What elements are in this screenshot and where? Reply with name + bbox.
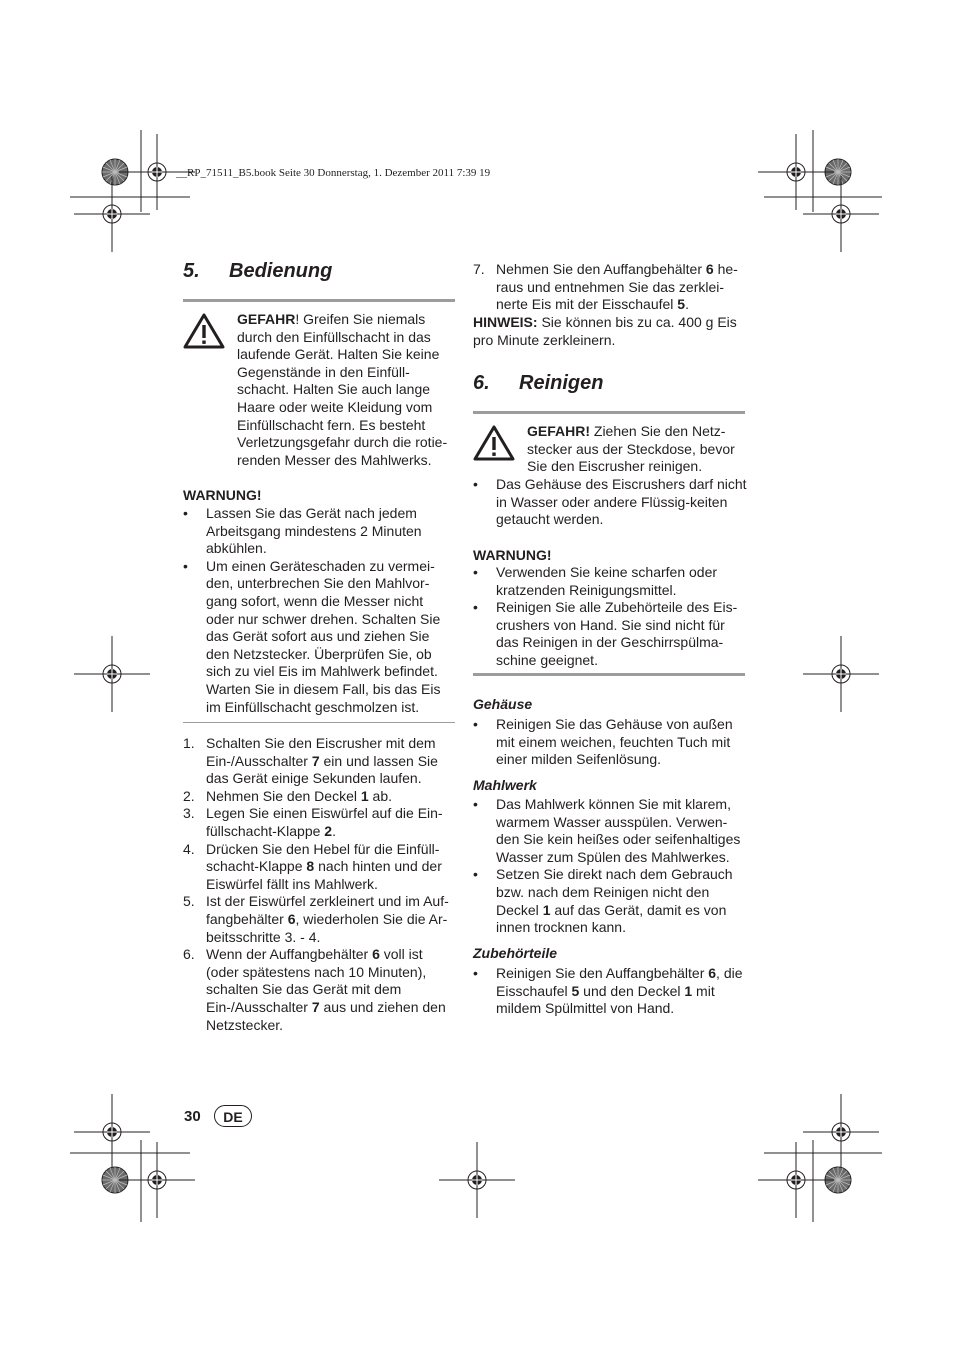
list-item: • Lassen Sie das Gerät nach jedem Arbeitsgang mindestens 2 Minuten abkühlen.	[183, 505, 422, 557]
list-item: • Verwenden Sie keine scharfen oder kratzenden Reinigungsmittel.	[473, 564, 718, 598]
section-6-number: 6.	[473, 372, 490, 394]
warning-label: WARNUNG!	[183, 487, 262, 503]
divider	[473, 673, 745, 676]
section-6-rule	[473, 411, 745, 414]
section-5-title: Bedienung	[229, 260, 333, 282]
danger-label: GEFAHR!	[527, 423, 590, 439]
list-item: 7. Nehmen Sie den Auffangbehälter 6 he-raus und entnehmen Sie das zerklei-nerte Eis mit der Eisschaufel 5.	[473, 261, 738, 313]
grinder-list	[473, 796, 747, 937]
list-item: • Reinigen Sie das Gehäuse von außen mit einem weichen, feuchten Tuch mit einer milden Seifenlösung.	[473, 716, 733, 768]
list-item: • Um einen Geräteschaden zu vermei-den, unterbrechen Sie den Mahlvor-gang sofort, wenn die Messer nicht oder nur schwer drehen. Schalten Sie das Gerät sofort aus und ziehen Sie den Netzstecker. Überprüfen Sie, ob sich zu viel Eis im Mahlwerk befindet. Warten Sie in diesem Fall, bis das Eis im Einfüllschacht geschmolzen ist.	[183, 557, 441, 715]
list-item: • Das Gehäuse des Eiscrushers darf nicht in Wasser oder andere Flüssig-keiten getaucht werden.	[473, 476, 747, 528]
danger-notice	[237, 311, 459, 469]
list-item: 3. Legen Sie einen Eiswürfel auf die Ein-füllschacht-Klappe 2.	[183, 805, 443, 839]
section-5-heading	[183, 260, 332, 283]
list-item: • Setzen Sie direkt nach dem Gebrauch bzw. nach dem Reinigen nicht den Deckel 1 auf das Gerät, damit es von innen trocknen kann.	[473, 866, 733, 936]
danger-text: Ziehen Sie den Netz-stecker aus der Steckdose, bevor Sie den Eiscrusher reinigen.	[527, 423, 735, 475]
accessories-list	[473, 965, 747, 1018]
warning-triangle-icon	[473, 425, 515, 461]
warning-list-cleaning	[473, 564, 747, 670]
section-5-rule	[183, 299, 455, 302]
hint-note	[473, 314, 747, 349]
list-item: 5. Ist der Eiswürfel zerkleinert und im Auf-fangbehälter 6, wiederholen Sie die Ar-beitsschritte 3. - 4.	[183, 893, 449, 945]
page-number: 30	[184, 1108, 201, 1125]
housing-list	[473, 716, 747, 769]
section-5-number: 5.	[183, 260, 200, 282]
danger-notice-cleaning	[527, 423, 747, 476]
danger-text: ! Greifen Sie niemals durch den Einfüllschacht in das laufende Gerät. Halten Sie keine Gegenstände in den Einfüll-schacht. Halten Sie auch lange Haare oder weite Kleidung vom Einfüllschacht fern. Es besteht Verletzungsgefahr durch die rotie-renden Messer des Mahlwerks.	[237, 311, 448, 468]
section-6-heading	[473, 372, 603, 395]
housing-heading: Gehäuse	[473, 696, 533, 712]
hint-label: HINWEIS:	[473, 314, 538, 330]
step-7-list	[473, 261, 747, 314]
list-item: • Reinigen Sie alle Zubehörteile des Eis-crushers von Hand. Sie sind nicht für das Reinigen in der Geschirrspülma-schine geeignet.	[473, 599, 738, 668]
list-item: • Das Mahlwerk können Sie mit klarem, warmem Wasser ausspülen. Verwen-den Sie kein heißes oder seifenhaltiges Wasser zum Spülen des Mahlwerkes.	[473, 796, 741, 865]
language-badge: DE	[214, 1105, 252, 1127]
list-item: 4. Drücken Sie den Hebel für die Einfüll-schacht-Klappe 8 nach hinten und der Eiswürfel fällt ins Mahlwerk.	[183, 840, 442, 892]
accessories-heading: Zubehörteile	[473, 945, 558, 961]
section-6-title: Reinigen	[519, 372, 604, 394]
book-info-header: __RP_71511_B5.book Seite 30 Donnerstag, 1. Dezember 2011 7:39 19	[176, 167, 491, 179]
warning-label: WARNUNG!	[473, 547, 552, 563]
warning-triangle-icon	[183, 313, 225, 349]
list-item: 6. Wenn der Auffangbehälter 6 voll ist (oder spätestens nach 10 Minuten), schalten Sie das Gerät mit dem Ein-/Ausschalter 7 aus und ziehen den Netzstecker.	[183, 946, 446, 1033]
hint-text: Sie können bis zu ca. 400 g Eis pro Minute zerkleinern.	[473, 314, 737, 348]
danger-bullet-list	[473, 476, 747, 529]
list-item: 1. Schalten Sie den Eiscrusher mit dem Ein-/Ausschalter 7 ein und lassen Sie das Gerät einige Sekunden laufen.	[183, 735, 438, 787]
danger-label: GEFAHR	[237, 311, 296, 327]
list-item: 2. Nehmen Sie den Deckel 1 ab.	[183, 787, 393, 804]
warning-list	[183, 505, 455, 716]
grinder-heading: Mahlwerk	[473, 777, 537, 793]
operation-steps	[183, 735, 455, 1034]
list-item: • Reinigen Sie den Auffangbehälter 6, die Eisschaufel 5 und den Deckel 1 mit mildem Spülmittel von Hand.	[473, 965, 743, 1017]
divider	[183, 722, 455, 723]
